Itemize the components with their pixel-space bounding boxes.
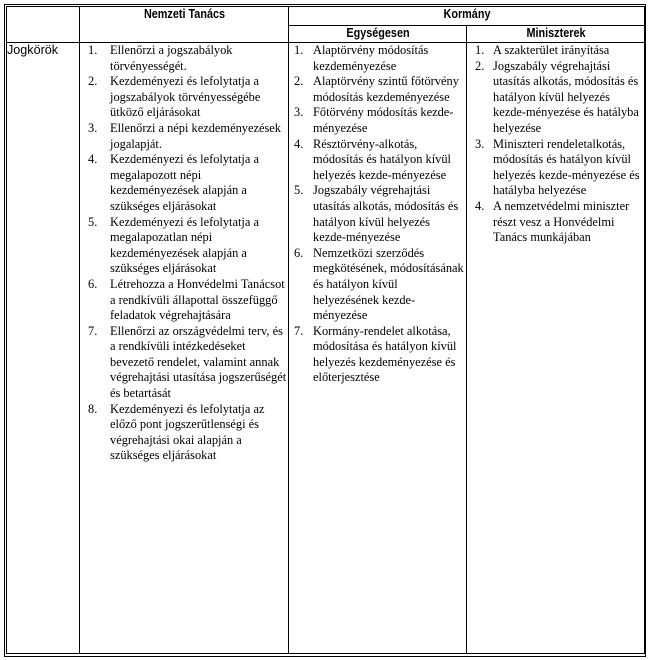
egysegesen-list <box>289 43 466 386</box>
item-number: 5. <box>294 183 304 198</box>
item-text: Jogszabály végrehajtási utasítás alkotás, módosítás és hatályon kívül helyezés kezde-ményezése <box>313 183 459 245</box>
list-item <box>289 183 466 245</box>
egysegesen-cell <box>289 43 467 654</box>
list-item <box>467 59 644 137</box>
item-text: Ellenőrzi az országvédelmi terv, és a rendkívüli intézkedéseket bevezető rendelet, valamint annak végrehajtási utasítása jogszerűségét és betartását <box>110 323 287 401</box>
header-nemzeti-tanacs: Nemzeti Tanács <box>94 7 274 43</box>
item-number: 6. <box>294 245 304 260</box>
list-item <box>467 43 644 59</box>
item-number: 4. <box>88 152 98 167</box>
item-text: Jogszabály végrehajtási utasítás alkotás, módosítás és hatályon kívül helyezés kezde-ményezése és hatályba helyezése <box>493 58 639 135</box>
header-miniszterek: Miniszterek <box>479 26 632 43</box>
item-text: A szakterület irányítása <box>493 43 610 57</box>
item-number: 1. <box>294 43 304 57</box>
item-number: 1. <box>475 43 485 57</box>
item-number: 6. <box>88 276 98 291</box>
item-number: 7. <box>294 323 304 338</box>
nemzeti-tanacs-cell <box>80 43 289 654</box>
item-number: 8. <box>88 401 98 416</box>
list-item <box>80 402 288 464</box>
item-number: 3. <box>475 136 485 151</box>
item-number: 3. <box>294 105 304 120</box>
item-number: 2. <box>475 58 485 73</box>
list-item <box>80 324 288 402</box>
row-label: Jogkörök <box>7 43 80 654</box>
item-number: 7. <box>88 323 98 338</box>
item-text: Miniszteri rendeletalkotás, módosítás és hatályon kívül helyezés kezde-ményezése és hatályba helyezése <box>493 136 640 198</box>
item-text: Kezdeményezi és lefolytatja a megalapozott népi kezdeményezések alapján a szükséges eljárásokat <box>110 152 259 213</box>
item-number: 4. <box>475 198 485 213</box>
list-item <box>80 74 288 121</box>
item-text: Kormány-rendelet alkotása, módosítása és hatályon kívül helyezés kezdeményezése és előterjesztése <box>313 323 457 385</box>
item-text: A nemzetvédelmi miniszter részt vesz a Honvédelmi Tanács munkájában <box>493 198 630 245</box>
list-item <box>289 105 466 136</box>
item-text: Ellenőrzi a jogszabályok törvényességét. <box>110 43 233 73</box>
miniszterek-cell <box>467 43 645 654</box>
item-number: 2. <box>88 74 98 89</box>
item-text: Nemzetközi szerződés megkötésének, módosításának és hatályon kívül helyezésének kezde-ményezése <box>313 245 464 323</box>
list-item <box>289 324 466 386</box>
item-text: Kezdeményezi és lefolytatja az előző pont jogszerűtlenségi és végrehajtási okai alapján a szükséges eljárásokat <box>110 401 265 463</box>
item-number: 2. <box>294 74 304 89</box>
list-item <box>289 246 466 324</box>
item-text: Főtörvény módosítás kezde-ményezése <box>313 105 454 135</box>
item-text: Ellenőrzi a népi kezdeményezések jogalapját. <box>110 120 281 151</box>
item-text: Kezdeményezi és lefolytatja a jogszabályok törvényességébe ütköző eljárásokat <box>110 74 261 120</box>
item-number: 5. <box>88 214 98 229</box>
list-item <box>80 43 288 74</box>
item-text: Résztörvény-alkotás, módosítás és hatályon kívül helyezés kezde-ményezése <box>313 136 452 182</box>
item-text: Kezdeményezi és lefolytatja a megalapozatlan népi kezdeményezések alapján a szükséges eljárásokat <box>110 214 259 276</box>
corner-cell <box>7 7 80 43</box>
list-item <box>467 137 644 199</box>
jogkorok-table <box>6 6 645 654</box>
header-egysegesen: Egységesen <box>301 26 454 43</box>
nemzeti-tanacs-list <box>80 43 288 464</box>
list-item <box>467 199 644 246</box>
item-number: 4. <box>294 136 304 151</box>
list-item <box>289 74 466 105</box>
item-text: Alaptörvény szintű főtörvény módosítás kezdeményezése <box>313 74 459 104</box>
list-item <box>80 121 288 152</box>
miniszterek-list <box>467 43 644 246</box>
list-item <box>80 152 288 214</box>
list-item <box>289 137 466 184</box>
item-number: 1. <box>88 43 98 57</box>
list-item <box>80 277 288 324</box>
list-item <box>80 215 288 277</box>
item-text: Alaptörvény módosítás kezdeményezése <box>313 43 429 73</box>
item-number: 3. <box>88 120 98 135</box>
item-text: Létrehozza a Honvédelmi Tanácsot a rendkívüli állapottal összefüggő feladatok végrehajtására <box>110 276 285 323</box>
list-item <box>289 43 466 74</box>
header-kormany: Kormány <box>313 7 619 26</box>
